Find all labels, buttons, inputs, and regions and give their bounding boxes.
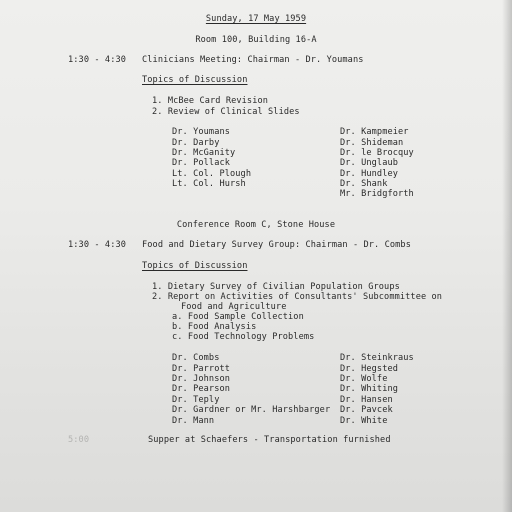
session2-title: Food and Dietary Survey Group: Chairman - Dr. Combs	[142, 240, 411, 250]
session2-attendee-left: Dr. Combs	[172, 353, 220, 363]
session1-attendee-right: Dr. Unglaub	[340, 158, 399, 168]
session2-attendee-left: Dr. Johnson	[172, 374, 231, 384]
session2-subtopic-a: a. Food Sample Collection	[172, 312, 304, 322]
session1-attendee-right: Dr. le Brocquy	[340, 148, 414, 158]
session2-attendee-left: Dr. Teply	[172, 395, 220, 405]
session1-topic-2: 2. Review of Clinical Slides	[152, 107, 300, 117]
session2-attendee-right: Dr. Steinkraus	[340, 353, 414, 363]
session1-title: Clinicians Meeting: Chairman - Dr. Youmans	[142, 55, 364, 65]
session2-topics-heading: Topics of Discussion	[142, 261, 248, 271]
session2-topic-1: 1. Dietary Survey of Civilian Population Groups	[152, 282, 400, 292]
session1-attendee-left: Dr. McGanity	[172, 148, 236, 158]
session2-attendee-right: Dr. Hegsted	[340, 364, 399, 374]
session1-topic-1: 1. McBee Card Revision	[152, 96, 269, 106]
session1-attendee-left: Dr. Pollack	[172, 158, 231, 168]
session2-attendee-right: Dr. Pavcek	[340, 405, 393, 415]
session2-attendee-right: Dr. Whiting	[340, 384, 399, 394]
session2-attendee-left: Dr. Mann	[172, 416, 215, 426]
session2-attendee-left: Dr. Parrott	[172, 364, 231, 374]
session1-location: Room 100, Building 16-A	[195, 35, 317, 45]
date-heading: Sunday, 17 May 1959	[205, 14, 307, 24]
session2-subtopic-c: c. Food Technology Problems	[172, 332, 315, 342]
session2-topic-2: 2. Report on Activities of Consultants' Subcommittee on	[152, 292, 443, 302]
session1-attendee-right: Dr. Kampmeier	[340, 127, 409, 137]
evening-time: 5:00	[68, 435, 90, 445]
session1-attendee-left: Lt. Col. Plough	[172, 169, 252, 179]
page-edge-shadow	[502, 0, 512, 512]
evening-text: Supper at Schaefers - Transportation furnished	[148, 435, 391, 445]
session2-attendee-left: Dr. Pearson	[172, 384, 231, 394]
session1-attendee-left: Lt. Col. Hursh	[172, 179, 246, 189]
session1-topics-heading: Topics of Discussion	[142, 75, 248, 85]
session2-location: Conference Room C, Stone House	[176, 220, 336, 230]
session2-attendee-right: Dr. White	[340, 416, 388, 426]
session2-subtopic-b: b. Food Analysis	[172, 322, 257, 332]
session2-time: 1:30 - 4:30	[68, 240, 127, 250]
session2-attendee-right: Dr. Wolfe	[340, 374, 388, 384]
session1-attendee-right: Dr. Shideman	[340, 138, 404, 148]
session2-attendee-right: Dr. Hansen	[340, 395, 393, 405]
session1-attendee-left: Dr. Youmans	[172, 127, 231, 137]
session1-attendee-right: Dr. Shank	[340, 179, 388, 189]
session1-attendee-right: Mr. Bridgforth	[340, 189, 414, 199]
session2-topic-2-cont: Food and Agriculture	[181, 302, 287, 312]
session1-attendee-right: Dr. Hundley	[340, 169, 399, 179]
session1-time: 1:30 - 4:30	[68, 55, 127, 65]
session2-attendee-left: Dr. Gardner or Mr. Harshbarger	[172, 405, 331, 415]
session1-attendee-left: Dr. Darby	[172, 138, 220, 148]
